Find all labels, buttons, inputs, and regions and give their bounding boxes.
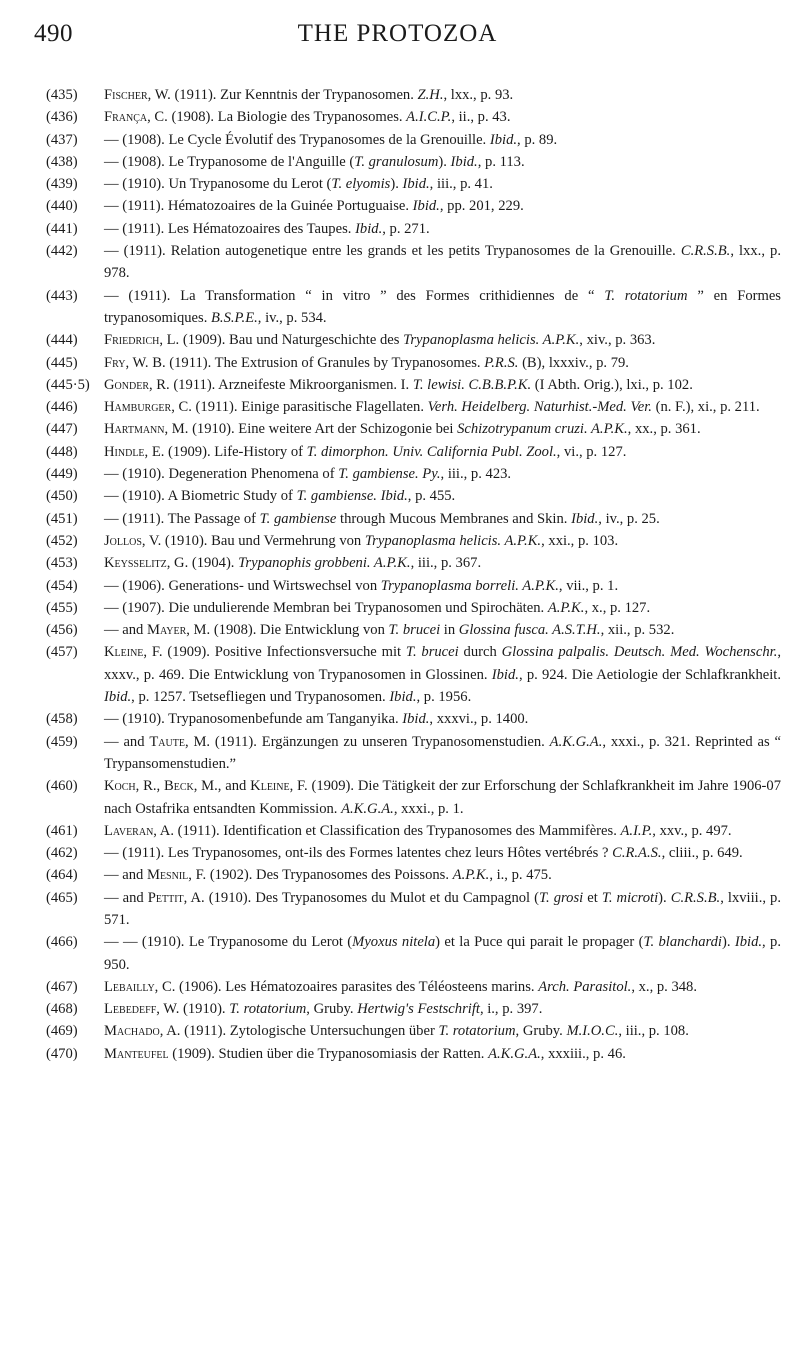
author-name: Keysselitz, G.	[104, 555, 189, 572]
italic-text: Ibid.	[489, 131, 518, 148]
reference-text: , iii., p. 423.	[440, 466, 512, 483]
reference-text: and	[221, 778, 251, 795]
reference-entry	[46, 731, 781, 776]
reference-text: (1911). Ergänzungen zu unseren Trypanosomenstudien.	[210, 733, 550, 750]
italic-text: Ibid.	[104, 689, 132, 706]
reference-text: (1908). Die Entwicklung von	[210, 622, 389, 639]
italic-text: A.P.K.	[547, 599, 585, 616]
reference-text: , ii., p. 43.	[451, 109, 511, 126]
reference-text: — (1907). Die undulierende Membran bei Trypanosomen und Spirochäten.	[104, 599, 548, 616]
reference-text: , xxxi., p. 1.	[393, 800, 464, 817]
reference-number: (447)	[46, 421, 78, 438]
italic-text: T. granulosum	[354, 153, 439, 170]
reference-number: (439)	[46, 176, 78, 193]
reference-text: (1910). Des Trypanosomes du Mulot et du Campagnol (	[204, 889, 540, 906]
reference-entry	[46, 195, 781, 217]
italic-text: Trypanoplasma helicis. A.P.K.	[364, 532, 542, 549]
italic-text: Ibid.	[412, 198, 440, 215]
reference-text: et	[583, 889, 602, 906]
reference-text: in	[440, 622, 459, 639]
author-name: Manteufel	[104, 1045, 169, 1062]
reference-number: (456)	[46, 622, 78, 639]
reference-text: , iii., p. 367.	[410, 555, 482, 572]
italic-text: Glossina palpalis. Deutsch. Med. Wochenschr.	[501, 644, 778, 661]
reference-text: , vii., p. 1.	[558, 577, 619, 594]
reference-text: (1911). The Extrusion of Granules by Trypanosomes.	[165, 354, 485, 371]
reference-text: (1910).	[179, 1001, 230, 1018]
author-name: Laveran, A.	[104, 822, 174, 839]
italic-text: Verh. Heidelberg. Naturhist.-Med. Ver.	[427, 399, 652, 416]
italic-text: T. grosi	[539, 889, 584, 906]
italic-text: T. lewisi. C.B.B.P.K.	[412, 376, 532, 393]
reference-text: (B), lxxxiv., p. 79.	[518, 354, 629, 371]
reference-text: — (1911). La Transformation “ in vitro ” des Formes crithidiennes de “	[104, 287, 605, 304]
reference-number: (460)	[46, 778, 78, 795]
reference-text: , cliii., p. 649.	[661, 845, 743, 862]
reference-entry	[46, 151, 781, 173]
italic-text: A.K.G.A.	[549, 733, 603, 750]
reference-text: — (1911). Hématozoaires de la Guinée Portuguaise.	[104, 198, 413, 215]
author-name: Lebedeff, W.	[104, 1001, 180, 1018]
reference-number: (444)	[46, 332, 78, 349]
reference-text: , iii., p. 108.	[618, 1023, 689, 1040]
italic-text: Ibid.	[491, 666, 519, 683]
author-name: Taute, M.	[149, 733, 211, 750]
reference-text: — (1910). Degeneration Phenomena of	[104, 466, 339, 483]
reference-text: , p. 1257. Tsetsefliegen und Trypanosomen.	[131, 689, 390, 706]
reference-entry	[46, 619, 781, 641]
reference-entry	[46, 329, 781, 351]
reference-entry	[46, 820, 781, 842]
reference-text: durch	[458, 644, 502, 661]
author-name: Mayer, M.	[146, 622, 211, 639]
author-name: Hindle, E.	[104, 443, 165, 460]
reference-entry	[46, 641, 781, 708]
running-title: THE PROTOZOA	[297, 20, 498, 47]
reference-text: , xxv., p. 497.	[652, 822, 732, 839]
reference-text: — and	[104, 867, 147, 884]
italic-text: Ibid.	[355, 220, 383, 237]
author-name: Hartmann, M.	[104, 421, 189, 438]
reference-text: — (1908). Le Trypanosome de l'Anguille (	[104, 153, 355, 170]
italic-text: T. blanchardi	[643, 934, 722, 951]
italic-text: T. rotatorium	[604, 287, 688, 304]
reference-text: , Gruby.	[306, 1001, 358, 1018]
reference-text: — (1910). Trypanosomenbefunde am Tanganyika.	[104, 711, 403, 728]
reference-text: (1904).	[188, 555, 239, 572]
reference-text: — (1910). A Biometric Study of	[104, 488, 297, 505]
running-header	[34, 20, 761, 60]
reference-number: (438)	[46, 153, 78, 170]
reference-entry	[46, 976, 781, 998]
italic-text: Arch. Parasitol.	[538, 978, 632, 995]
italic-text: T. microti	[601, 889, 659, 906]
reference-entry	[46, 84, 781, 106]
reference-text: — and	[104, 622, 147, 639]
reference-number: (445·5)	[46, 376, 90, 393]
reference-number: (469)	[46, 1023, 78, 1040]
reference-text: — — (1910). Le Trypanosome du Lerot (	[104, 934, 353, 951]
reference-number: (461)	[46, 822, 78, 839]
italic-text: T. brucei	[388, 622, 441, 639]
author-name: França, C.	[104, 109, 168, 126]
italic-text: A.P.K.	[452, 867, 490, 884]
italic-text: Schizotrypanum cruzi. A.P.K.	[457, 421, 628, 438]
reference-number: (441)	[46, 220, 78, 237]
reference-entry	[46, 530, 781, 552]
reference-entry	[46, 463, 781, 485]
author-name: Friedrich, L.	[104, 332, 180, 349]
italic-text: T. rotatorium	[229, 1001, 307, 1018]
reference-text: (1908). La Biologie des Trypanosomes.	[167, 109, 407, 126]
reference-number: (465)	[46, 889, 78, 906]
italic-text: Ibid.	[734, 934, 763, 951]
reference-number: (446)	[46, 399, 78, 416]
italic-text: Trypanophis grobbeni. A.P.K.	[238, 555, 411, 572]
reference-entry	[46, 575, 781, 597]
reference-entry	[46, 374, 781, 396]
italic-text: A.I.C.P.	[406, 109, 452, 126]
reference-text: , xiv., p. 363.	[579, 332, 656, 349]
reference-text: , x., p. 348.	[631, 978, 697, 995]
reference-text: , i., p. 475.	[489, 867, 552, 884]
italic-text: Myoxus nitela	[352, 934, 436, 951]
italic-text: A.I.P.	[620, 822, 653, 839]
reference-text: (1911). Arzneifeste Mikroorganismen. I.	[169, 376, 413, 393]
reference-entry	[46, 887, 781, 932]
reference-number: (454)	[46, 577, 78, 594]
reference-text: — (1910). Un Trypanosome du Lerot (	[104, 176, 332, 193]
author-name: Fischer, W.	[104, 87, 171, 103]
reference-number: (452)	[46, 532, 78, 549]
italic-text: T. rotatorium	[438, 1023, 516, 1040]
reference-text: ” en Formes trypanosomiques.	[104, 287, 781, 326]
reference-text: (1911). Einige parasitische Flagellaten.	[191, 399, 428, 416]
reference-text: (1910). Eine weitere Art der Schizogonie bei	[188, 421, 458, 438]
reference-text: (1911). Zytologische Untersuchungen über	[180, 1023, 439, 1040]
reference-text: ).	[721, 934, 735, 951]
reference-number: (470)	[46, 1045, 78, 1062]
italic-text: Ibid.	[450, 153, 478, 170]
italic-text: Trypanoplasma borreli. A.P.K.	[380, 577, 559, 594]
reference-text: , lxviii., p. 571.	[104, 889, 781, 928]
italic-text: T. gambiense. Py.	[338, 466, 441, 483]
reference-entry	[46, 106, 781, 128]
italic-text: Ibid.	[571, 510, 599, 527]
author-name: Koch, R., Beck, M.,	[104, 778, 222, 795]
reference-text: , p. 455.	[407, 488, 456, 505]
reference-text: (1909). Die Tätigkeit der zur Erforschung der Schlafkrankheit im Jahre 1906-07 nach Ostafrika entsandten Kommission.	[104, 778, 781, 817]
reference-entry	[46, 441, 781, 463]
page-number: 490	[34, 20, 73, 47]
italic-text: Z.H.	[417, 87, 444, 103]
reference-list	[46, 84, 781, 1065]
reference-number: (466)	[46, 934, 78, 951]
reference-text: (1911). Identification et Classification des Trypanosomes des Mammifères.	[173, 822, 621, 839]
reference-number: (455)	[46, 599, 78, 616]
reference-text: , xii., p. 532.	[600, 622, 675, 639]
reference-entry	[46, 173, 781, 195]
reference-entry	[46, 396, 781, 418]
reference-text: (I Abth. Orig.), lxi., p. 102.	[531, 376, 693, 393]
reference-number: (437)	[46, 131, 78, 148]
reference-text: , vi., p. 127.	[556, 443, 627, 460]
reference-text: (1909). Studien über die Trypanosomiasis der Ratten.	[168, 1045, 489, 1062]
reference-text: — (1911). The Passage of	[104, 510, 260, 527]
author-name: Jollos, V.	[104, 532, 162, 549]
author-name: Kleine, F.	[250, 778, 308, 795]
italic-text: Glossina fusca. A.S.T.H.	[458, 622, 601, 639]
reference-text: (1909). Life-History of	[164, 443, 307, 460]
reference-number: (450)	[46, 488, 78, 505]
reference-entry	[46, 864, 781, 886]
reference-text: — and	[104, 889, 148, 906]
italic-text: Ibid.	[389, 689, 417, 706]
italic-text: C.R.A.S.	[612, 845, 662, 862]
reference-text: , p. 113.	[477, 153, 525, 170]
reference-text: (n. F.), xi., p. 211.	[651, 399, 760, 416]
reference-entry	[46, 775, 781, 820]
reference-entry	[46, 552, 781, 574]
italic-text: Ibid.	[402, 711, 430, 728]
reference-entry	[46, 352, 781, 374]
italic-text: M.I.O.C.	[566, 1023, 619, 1040]
reference-entry	[46, 129, 781, 151]
reference-number: (443)	[46, 287, 78, 304]
reference-text: (1902). Des Trypanosomes des Poissons.	[206, 867, 453, 884]
reference-text: (1909). Positive Infectionsversuche mit	[162, 644, 406, 661]
reference-text: , p. 924. Die Aetiologie der Schlafkrankheit.	[518, 666, 781, 683]
italic-text: Trypanoplasma helicis. A.P.K.	[403, 332, 580, 349]
author-name: Machado, A.	[104, 1023, 181, 1040]
reference-text: — (1911). Les Hématozoaires des Taupes.	[104, 220, 356, 237]
reference-entry	[46, 1043, 781, 1065]
italic-text: C.R.S.B.	[670, 889, 721, 906]
author-name: Gonder, R.	[104, 376, 170, 393]
author-name: Kleine, F.	[104, 644, 163, 661]
reference-text: , iv., p. 534.	[257, 309, 327, 326]
reference-text: ).	[390, 176, 403, 193]
reference-text: , i., p. 397.	[479, 1001, 543, 1018]
reference-number: (435)	[46, 87, 78, 103]
italic-text: B.S.P.E.	[211, 309, 258, 326]
reference-text: , xxxv., p. 469. Die Entwicklung von Trypanosomen in Glossinen.	[104, 644, 782, 683]
reference-text: , Gruby.	[515, 1023, 567, 1040]
reference-text: , pp. 201, 229.	[439, 198, 524, 215]
reference-text: — and	[104, 733, 150, 750]
reference-text: , p. 89.	[517, 131, 558, 148]
reference-entry	[46, 998, 781, 1020]
reference-number: (457)	[46, 644, 78, 661]
reference-entry	[46, 597, 781, 619]
reference-number: (459)	[46, 733, 78, 750]
reference-text: — (1911). Relation autogenetique entre les grands et les petits Trypanosomes de la Grenouille.	[104, 243, 681, 260]
reference-text: — (1906). Generations- und Wirtswechsel von	[104, 577, 381, 594]
reference-text: ) et la Puce qui parait le propager (	[435, 934, 644, 951]
reference-text: , p. 1956.	[416, 689, 472, 706]
reference-text: — (1911). Les Trypanosomes, ont-ils des Formes latentes chez leurs Hôtes vertébrés ?	[104, 845, 613, 862]
reference-number: (445)	[46, 354, 78, 371]
reference-text: , xxi., p. 103.	[541, 532, 619, 549]
reference-number: (468)	[46, 1001, 78, 1018]
italic-text: Hertwig's Festschrift	[357, 1001, 480, 1018]
reference-text: through Mucous Membranes and Skin.	[336, 510, 572, 527]
reference-text: , xx., p. 361.	[627, 421, 701, 438]
italic-text: Ibid.	[402, 176, 430, 193]
reference-entry	[46, 931, 781, 976]
reference-entry	[46, 485, 781, 507]
reference-text: (1910). Bau und Vermehrung von	[161, 532, 365, 549]
italic-text: C.R.S.B.	[680, 243, 731, 260]
reference-number: (453)	[46, 555, 78, 572]
author-name: Fry, W. B.	[104, 354, 166, 371]
reference-entry	[46, 842, 781, 864]
reference-entry	[46, 418, 781, 440]
reference-number: (442)	[46, 243, 78, 260]
italic-text: T. dimorphon. Univ. California Publ. Zool.	[306, 443, 557, 460]
italic-text: A.K.G.A.	[341, 800, 394, 817]
reference-text: (1906). Les Hématozoaires parasites des Téléosteens marins.	[175, 978, 539, 995]
italic-text: A.K.G.A.	[488, 1045, 541, 1062]
reference-entry	[46, 1020, 781, 1042]
reference-number: (448)	[46, 443, 78, 460]
reference-text: , p. 271.	[382, 220, 430, 237]
reference-text: — (1908). Le Cycle Évolutif des Trypanosomes de la Grenouille.	[104, 131, 490, 148]
reference-entry	[46, 508, 781, 530]
reference-text: , p. 950.	[104, 934, 781, 973]
reference-number: (467)	[46, 978, 78, 995]
italic-text: T. gambiense. Ibid.	[296, 488, 408, 505]
italic-text: P.R.S.	[484, 354, 519, 371]
italic-text: T. gambiense	[259, 510, 337, 527]
reference-text: , lxx., p. 978.	[104, 243, 781, 282]
reference-number: (462)	[46, 845, 78, 862]
reference-text: , lxx., p. 93.	[443, 87, 514, 103]
reference-text: , x., p. 127.	[584, 599, 651, 616]
reference-entry	[46, 218, 781, 240]
reference-text: , iv., p. 25.	[598, 510, 660, 527]
italic-text: T. elyomis	[331, 176, 391, 193]
author-name: Mesnil, F.	[146, 867, 207, 884]
reference-text: , iii., p. 41.	[429, 176, 493, 193]
reference-entry	[46, 708, 781, 730]
reference-number: (464)	[46, 867, 78, 884]
reference-text: , xxxiii., p. 46.	[540, 1045, 626, 1062]
reference-text: , xxxi., p. 321. Reprinted as “ Trypansomenstudien.”	[104, 733, 782, 772]
reference-text: ).	[438, 153, 451, 170]
reference-number: (451)	[46, 510, 78, 527]
reference-text: (1911). Zur Kenntnis der Trypanosomen.	[170, 87, 418, 103]
reference-number: (436)	[46, 109, 78, 126]
reference-text: (1909). Bau und Naturgeschichte des	[179, 332, 404, 349]
author-name: Pettit, A.	[147, 889, 205, 906]
reference-entry	[46, 285, 781, 330]
reference-number: (440)	[46, 198, 78, 215]
reference-text: ).	[658, 889, 671, 906]
reference-text: , xxxvi., p. 1400.	[429, 711, 529, 728]
italic-text: T. brucei	[405, 644, 459, 661]
reference-number: (458)	[46, 711, 78, 728]
reference-number: (449)	[46, 466, 78, 483]
reference-entry	[46, 240, 781, 285]
author-name: Hamburger, C.	[104, 399, 192, 416]
author-name: Lebailly, C.	[104, 978, 176, 995]
